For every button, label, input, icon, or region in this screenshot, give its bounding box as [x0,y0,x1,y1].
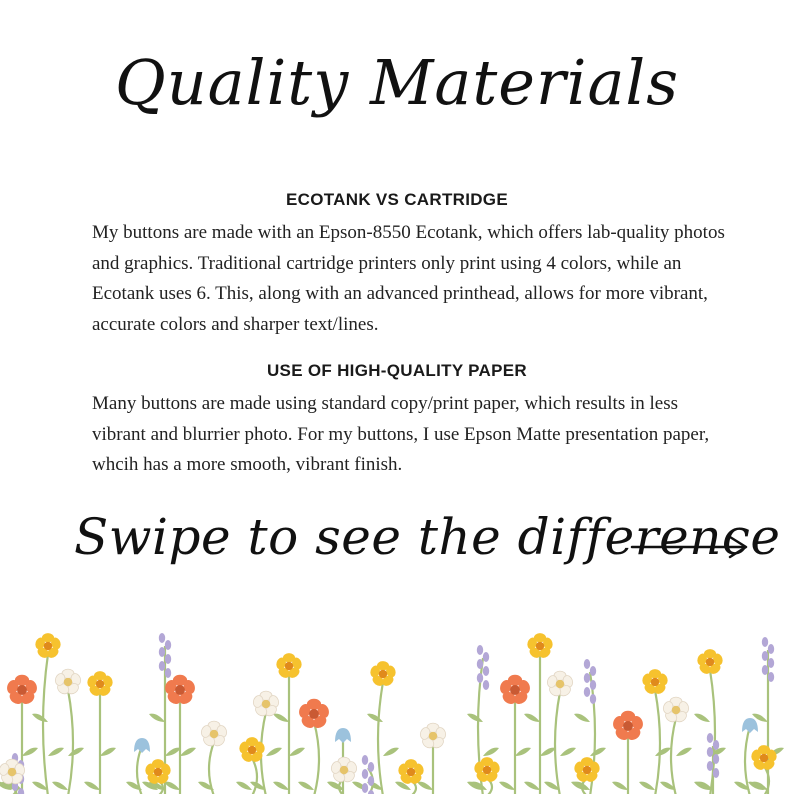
white-daisy [546,671,574,698]
yellow-flower [34,633,62,660]
yellow-flower [750,745,778,772]
white-daisy [662,697,690,724]
bluebell-flower [742,718,758,733]
orange-flower [498,675,531,707]
section-heading-paper: USE OF HIGH-QUALITY PAPER [266,361,527,380]
section-body-paper: Many buttons are made using standard copy/print paper, which results in less vibrant and blurrier photo. For my buttons, I use Epson Matte presentation paper, whcih has a more smooth, vibrant finish. [92,393,710,475]
white-daisy [54,669,82,696]
lavender-sprig [477,645,489,690]
section-body-ecotank: My buttons are made with an Epson-8550 Ecotank, which offers lab-quality photos and graphics. Traditional cartridge printers only print using 4 colors, while an Ecotank uses 6. This, along with an advanced printhead, allows for more vibrant, accurate colors and sharper text/lines. [92,222,725,335]
yellow-flower [86,671,114,698]
orange-flower [297,699,330,731]
white-daisy [419,723,447,750]
yellow-flower [696,649,724,676]
section-heading-ecotank: ECOTANK VS CARTRIDGE [286,190,508,209]
bluebell-flower [335,728,351,743]
yellow-flower [573,757,601,784]
bluebell-flower [134,738,150,753]
orange-flower [163,675,196,707]
orange-flower [5,675,38,707]
wildflower-border [0,610,794,794]
yellow-flower [641,669,669,696]
right-arrow-icon[interactable] [630,535,750,559]
yellow-flower [473,757,501,784]
white-daisy [200,721,228,748]
yellow-flower [526,633,554,660]
orange-flower [611,711,644,743]
lavender-sprig [584,659,596,704]
page-title: Quality Materials [114,46,680,119]
swipe-cta: Swipe to see the difference [74,508,781,566]
yellow-flower [275,653,303,680]
white-daisy [330,757,358,784]
yellow-flower [369,661,397,688]
